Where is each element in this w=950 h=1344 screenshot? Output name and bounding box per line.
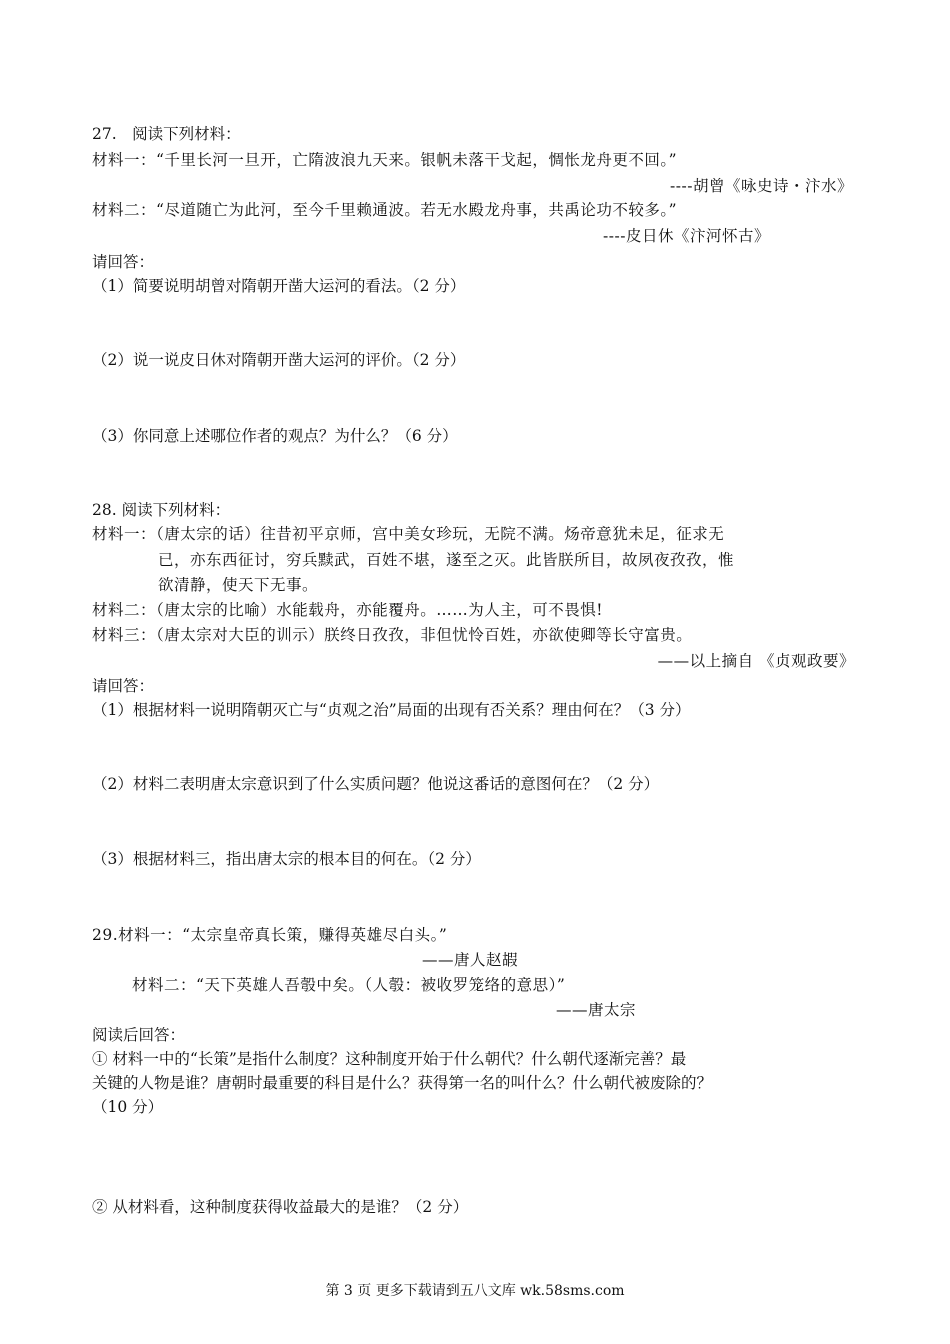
q27-sub-question-1: （1）简要说明胡曾对隋朝开凿大运河的看法。（2 分） — [92, 277, 466, 295]
q28-material-3: 材料三：（唐太宗对大臣的训示）朕终日孜孜，非但忧怜百姓，亦欲使卿等长守富贵。 — [92, 626, 693, 644]
q27-material-2: 材料二：“尽道随亡为此河，至今千里赖通波。若无水殿龙舟事，共禹论功不较多。” — [92, 201, 678, 219]
q27-header: 27. 阅读下列材料： — [92, 125, 241, 143]
q28-source: ——以上摘自 《贞观政要》 — [657, 652, 855, 670]
q29-material-1: 29.材料一：“太宗皇帝真长策，赚得英雄尽白头。” — [92, 926, 448, 944]
q28-material-1-line-2: 已，亦东西征讨，穷兵黩武，百姓不堪，遂至之灭。此皆朕所目，故夙夜孜孜，惟 — [158, 551, 735, 569]
q27-sub-question-3: （3）你同意上述哪位作者的观点？为什么？（6 分） — [92, 427, 458, 445]
q29-material-2-source: ——唐太宗 — [555, 1001, 636, 1019]
q28-sub-question-1: （1）根据材料一说明隋朝灭亡与“贞观之治”局面的出现有否关系？理由何在？（3 分） — [92, 701, 691, 719]
q27-ask: 请回答： — [92, 253, 155, 271]
q28-sub-question-3: （3）根据材料三，指出唐太宗的根本目的何在。（2 分） — [92, 850, 481, 868]
q28-material-1-line-3: 欲清静，使天下无事。 — [158, 576, 319, 594]
q29-sub-question-1-line-3: （10 分） — [92, 1098, 164, 1116]
q27-sub-question-2: （2）说一说皮日休对隋朝开凿大运河的评价。（2 分） — [92, 351, 466, 369]
q28-material-1-line-1: 材料一：（唐太宗的话）往昔初平京师，宫中美女珍玩，无院不满。炀帝意犹未足，征求无 — [92, 525, 725, 543]
q27-material-1: 材料一：“千里长河一旦开，亡隋波浪九天来。银帆未落干戈起，惆怅龙舟更不回。” — [92, 151, 678, 169]
q28-ask: 请回答： — [92, 677, 155, 695]
q29-sub-question-1-line-1: ① 材料一中的“长策”是指什么制度？这种制度开始于什么朝代？什么朝代逐渐完善？最 — [92, 1050, 687, 1068]
q29-material-2: 材料二：“天下英雄人吾彀中矣。（人彀：被收罗笼络的意思）” — [132, 976, 566, 994]
q28-sub-question-2: （2）材料二表明唐太宗意识到了什么实质问题？他说这番话的意图何在？（2 分） — [92, 775, 660, 793]
q28-material-2: 材料二：（唐太宗的比喻）水能载舟，亦能覆舟。……为人主，可不畏惧! — [92, 601, 603, 619]
q27-material-1-source: ----胡曾《咏史诗・汴水》 — [670, 177, 853, 195]
q28-header: 28. 阅读下列材料： — [92, 501, 231, 519]
q29-material-1-source: ——唐人赵嘏 — [421, 951, 518, 969]
q27-material-2-source: ----皮日休《汴河怀古》 — [603, 227, 770, 245]
page-footer: 第 3 页 更多下载请到五八文库 wk.58sms.com — [325, 1283, 625, 1299]
q29-sub-question-1-line-2: 关键的人物是谁？唐朝时最重要的科目是什么？获得第一名的叫什么？什么朝代被废除的？ — [92, 1074, 713, 1092]
q29-sub-question-2: ② 从材料看，这种制度获得收益最大的是谁？（2 分） — [92, 1198, 469, 1216]
q29-ask: 阅读后回答： — [92, 1026, 186, 1044]
